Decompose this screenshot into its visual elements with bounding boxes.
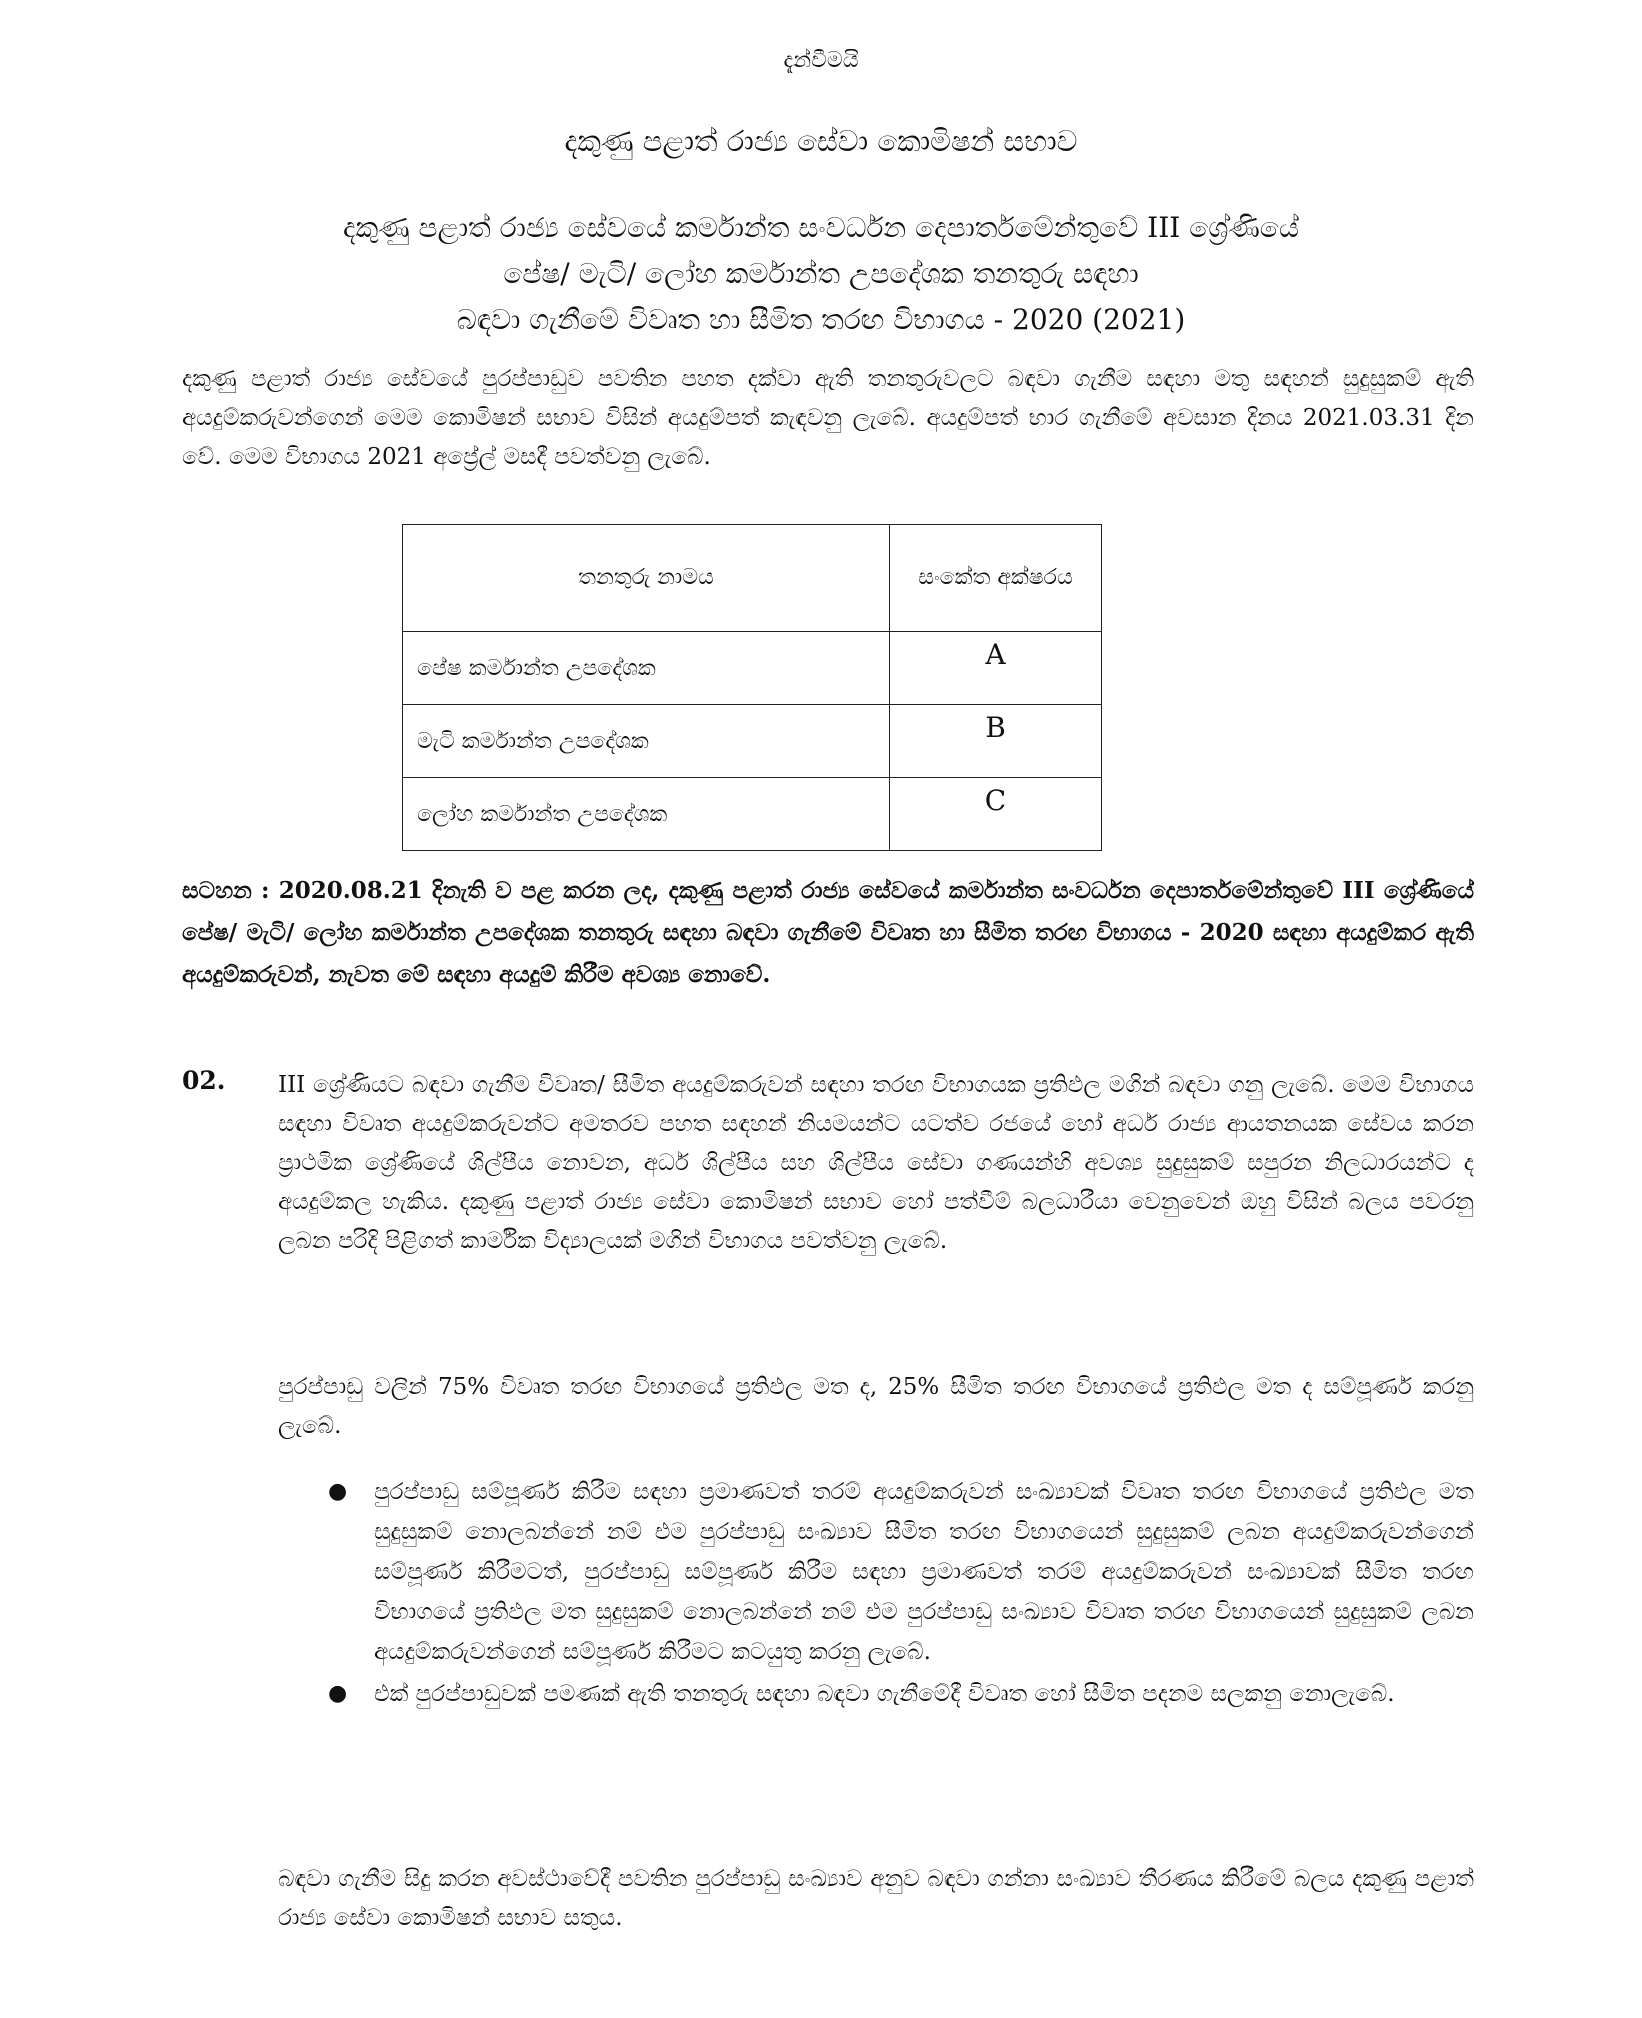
section-2-paragraph: III ශ්‍රේණියට බඳවා ගැනීම විවෘත/ සීමිත අයදුම්කරුවන් සඳහා තරඟ විභාගයක ප්‍රතිඵල මගින් බඳවා ගනු ලැබේ. මෙම විභාගය සඳහා විවෘත අයදුම්කරුවන්ට අමතරව පහත සඳහන් නියමයන්ට යටත්ව රජයේ හෝ අර්ධ රාජ්‍ය ආයතනයක සේවය කරන ප්‍රාථමික ශ්‍රේණියේ ශිල්පීය නොවන, අර්ධ ශිල්පීය සහ ශිල්පීය සේවා ගණයන්හි අවශ්‍ය සුදුසුකම් සපුරන නිලධාරයන්ට ද අයදුම්කල හැකිය. දකුණු පළාත් රාජ්‍ය සේවා කොමිෂන් සභාව හෝ පත්වීම් බලධාරීයා වෙනුවෙන් ඔහු විසින් බලය පවරනු ලබන පරිදි පිළිගත් කාර්මික විද්‍යාලයක් මගින් විභාගය පවත්වනු ලැබේ. (278, 1072, 1474, 1254)
table-header-row (403, 525, 1102, 632)
list-item (278, 1674, 1474, 1714)
code-cell: C (890, 778, 1102, 851)
header-post-name: තනතුරු නාමය (403, 525, 890, 632)
final-paragraph: බඳවා ගැනීම සිදු කරන අවස්ථාවේදී පවතින පුරප්පාඩු සංඛ්‍යාව අනුව බඳවා ගන්නා සංඛ්‍යාව තීරණය කිරීමේ බලය දකුණු පළාත් රාජ්‍ය සේවා කොමිෂන් සභාව සතුය. (278, 1866, 1474, 1931)
header-code-letter: සංකේත අක්ෂරය (890, 525, 1102, 632)
table-row (403, 778, 1102, 851)
intro-paragraph: දකුණු පළාත් රාජ්‍ය සේවයේ පුරප්පාඩුව පවතින පහත දක්වා ඇති තනතුරුවලට බඳවා ගැනීම සඳහා මතු සඳහන් සුදුසුකම් ඇති අයදුම්කරුවන්ගෙන් මෙම කොමිෂන් සභාව විසින් අයදුම්පත් කැඳවනු ලැබේ. අයදුම්පත් භාර ගැනීමේ අවසාන දිනය 2021.03.31 දින වේ. මෙම විභාගය 2021 අප්‍රේල් මසදී පවත්වනු ලැබේ. (182, 366, 1474, 470)
title-line-3: බඳවා ගැනීමේ විවෘත හා සීමිත තරඟ විභාගය - 2020 (2021) (456, 303, 1186, 336)
document-title (0, 205, 1642, 343)
bullet-icon: ● (328, 1681, 348, 1706)
posts-table (402, 524, 1102, 851)
code-cell: A (890, 632, 1102, 705)
quota-paragraph: පුරප්පාඩු වලින් 75% විවෘත තරඟ විභාගයේ ප්‍රතිඵල මත ද, 25% සීමිත තරඟ විභාගයේ ප්‍රතිඵල මත ද සම්පූර්ණ කරනු ලැබේ. (278, 1374, 1474, 1439)
code-cell: B (890, 705, 1102, 778)
commission-name: දකුණු පළාත් රාජ්‍ය සේවා කොමිෂන් සභාව (564, 124, 1078, 158)
post-name-cell: ලෝහ කර්මාන්ත උපදේශක (403, 778, 890, 851)
notice-heading: දැන්වීමයි (783, 48, 859, 73)
list-item (278, 1472, 1474, 1672)
list-item-text: පුරප්පාඩු සම්පූර්ණ කිරීම සඳහා ප්‍රමාණවත් තරම් අයදුම්කරුවන් සංඛ්‍යාවක් විවෘත තරඟ විභාගයේ ප්‍රතිඵල මත සුදුසුකම් නොලබන්නේ නම් එම පුරප්පාඩු සංඛ්‍යාව සීමිත තරඟ විභාගයෙන් සුදුසුකම් ලබන අයදුම්කරුවන්ගෙන් සම්පූර්ණ කිරීමටත්, පුරප්පාඩු සම්පූර්ණ කිරීම සඳහා ප්‍රමාණවත් තරම් අයදුම්කරුවන් සංඛ්‍යාවක් සීමිත තරඟ විභාගයේ ප්‍රතිඵල මත සුදුසුකම් නොලබන්නේ නම් එම පුරප්පාඩු සංඛ්‍යාව විවෘත තරඟ විභාගයෙන් සුදුසුකම් ලබන අයදුම්කරුවන්ගෙන් සම්පූර්ණ කිරීමට කටයුතු කරනු ලැබේ. (374, 1479, 1474, 1665)
post-name-cell: පේෂ කර්මාන්ත උපදේශක (403, 632, 890, 705)
note-paragraph: සටහන : 2020.08.21 දිනැති ව පළ කරන ලද, දකුණු පළාත් රාජ්‍ය සේවයේ කර්මාන්ත සංවර්ධන දෙපාර්තමේන්තුවේ III ශ්‍රේණියේ පේෂ/ මැටි/ ලෝහ කර්මාන්ත උපදේශක තනතුරු සඳහා බඳවා ගැනීමේ විවෘත හා සීමිත තරඟ විභාගය - 2020 සඳහා අයදුම්කර ඇති අයදුම්කරුවන්, නැවත මේ සඳහා අයදුම් කිරීම අවශ්‍ය නොවේ. (182, 877, 1474, 988)
table-row (403, 705, 1102, 778)
title-line-1: දකුණු පළාත් රාජ්‍ය සේවයේ කර්මාන්ත සංවර්ධන දෙපාර්තමේන්තුවේ III ශ්‍රේණියේ (343, 211, 1299, 244)
conditions-list (278, 1472, 1474, 1716)
bullet-icon: ● (328, 1479, 348, 1504)
list-item-text: එක් පුරප්පාඩුවක් පමණක් ඇති තනතුරු සඳහා බඳවා ගැනීමේදී විවෘත හෝ සීමිත පදනම සලකනු නොලැබේ. (374, 1681, 1395, 1707)
section-number: 02. (182, 1066, 226, 1095)
post-name-cell: මැටි කර්මාන්ත උපදේශක (403, 705, 890, 778)
table-row (403, 632, 1102, 705)
title-line-2: පේෂ/ මැටි/ ලෝහ කර්මාන්ත උපදේශක තනතුරු සඳහා (503, 257, 1139, 290)
